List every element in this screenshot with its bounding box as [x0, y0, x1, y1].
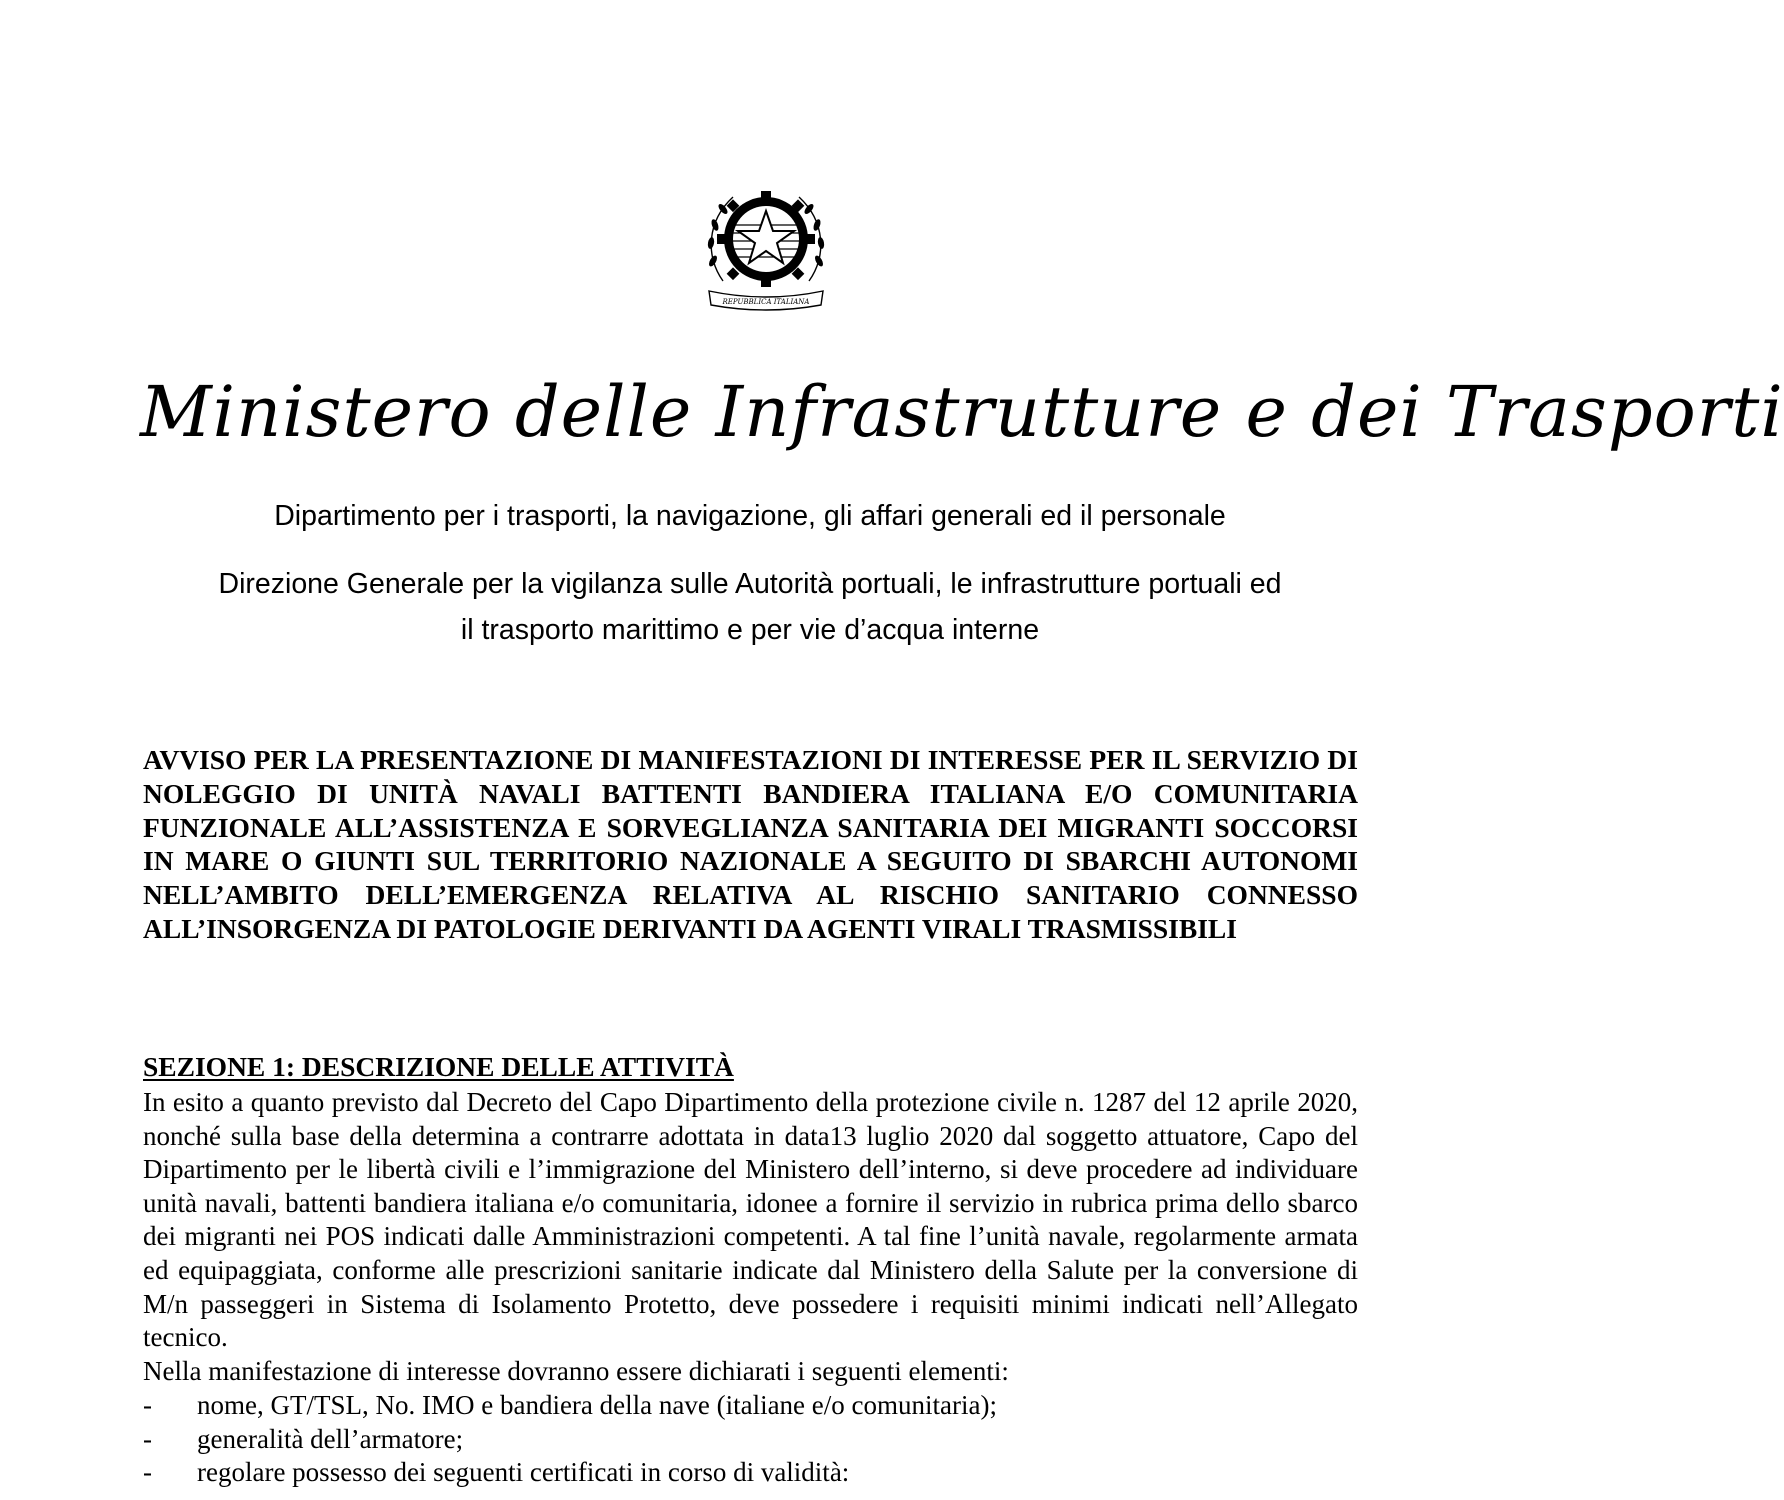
list-item-text: nome, GT/TSL, No. IMO e bandiera della nave (italiane e/o comunitaria); — [197, 1390, 997, 1420]
list-item — [143, 1423, 997, 1457]
section-heading: SEZIONE 1: DESCRIZIONE DELLE ATTIVITÀ — [143, 1051, 734, 1082]
section-paragraph: In esito a quanto previsto dal Decreto del Capo Dipartimento della protezione civile n. 1287 del 12 aprile 2020, nonché sulla base della determina a contrarre adottata in data13 luglio 2020 dal soggetto attuatore, Capo del Dipartimento per le libertà civili e l’immigrazione del Ministero dell’interno, si deve procedere ad individuare unità navali, battenti bandiera italiana e/o comunitaria, idonee a fornire il servizio in rubrica prima dello sbarco dei migranti nei POS indicati dalle Amministrazioni competenti. A tal fine l’unità navale, regolarmente armata ed equipaggiata, conforme alle prescrizioni sanitarie indicate dal Ministero della Salute per la conversione di M/n passeggeri in Sistema di Isolamento Protetto, deve possedere i requisiti minimi indicati nell’Allegato tecnico. — [143, 1087, 1358, 1353]
department-name: Dipartimento per i trasporti, la navigazione, gli affari generali ed il personale — [274, 500, 1226, 532]
requirements-list — [143, 1389, 997, 1490]
list-marker: - — [143, 1457, 152, 1488]
list-item-text: regolare possesso dei seguenti certificati in corso di validità: — [197, 1457, 850, 1488]
list-marker: - — [143, 1390, 152, 1420]
directorate-name-line-1: Direzione Generale per la vigilanza sulle Autorità portuali, le infrastrutture portuali ed — [218, 568, 1282, 600]
italian-republic-emblem-icon — [703, 181, 829, 313]
emblem-ribbon-text: REPUBBLICA ITALIANA — [722, 298, 810, 306]
list-intro: Nella manifestazione di interesse dovranno essere dichiarati i seguenti elementi: — [143, 1356, 1009, 1386]
notice-title: AVVISO PER LA PRESENTAZIONE DI MANIFESTAZIONI DI INTERESSE PER IL SERVIZIO DI NOLEGGIO DI UNITÀ NAVALI BATTENTI BANDIERA ITALIANA E/O COMUNITARIA FUNZIONALE ALL’ASSISTENZA E SORVEGLIANZA SANITARIA DEI MIGRANTI SOCCORSI IN MARE O GIUNTI SUL TERRITORIO NAZIONALE A SEGUITO DI SBARCHI AUTONOMI NELL’AMBITO DELL’EMERGENZA RELATIVA AL RISCHIO SANITARIO CONNESSO ALL’INSORGENZA DI PATOLOGIE DERIVANTI DA AGENTI VIRALI TRASMISSIBILI — [143, 744, 1358, 944]
list-item — [143, 1389, 997, 1423]
list-item-text: generalità dell’armatore; — [197, 1423, 464, 1454]
directorate-name-line-2: il trasporto marittimo e per vie d’acqua interne — [460, 614, 1040, 646]
list-item — [143, 1456, 997, 1490]
ministry-title: Ministero delle Infrastrutture e dei Trasporti — [140, 371, 1784, 453]
list-marker: - — [143, 1423, 152, 1454]
